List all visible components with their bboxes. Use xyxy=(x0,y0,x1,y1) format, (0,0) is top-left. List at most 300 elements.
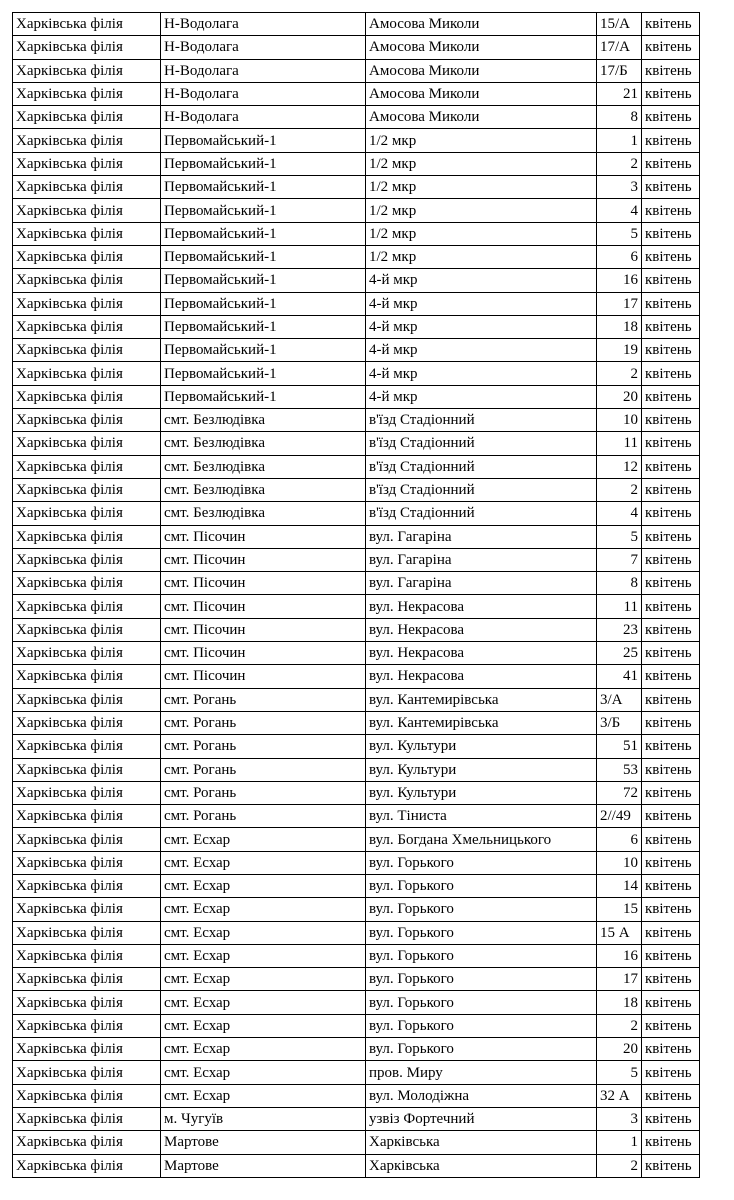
branch-cell: Харківська філія xyxy=(13,1154,161,1177)
branch-cell: Харківська філія xyxy=(13,688,161,711)
locality-cell: Первомайський-1 xyxy=(161,385,366,408)
locality-cell: смт. Рогань xyxy=(161,688,366,711)
table-row xyxy=(13,525,700,548)
street-cell: Амосова Миколи xyxy=(366,36,597,59)
address-sheet xyxy=(12,12,700,1178)
locality-cell: Н-Водолага xyxy=(161,36,366,59)
locality-cell: смт. Рогань xyxy=(161,781,366,804)
street-cell: вул. Некрасова xyxy=(366,595,597,618)
table-row xyxy=(13,176,700,199)
street-cell: в'їзд Стадіонний xyxy=(366,409,597,432)
house-number-cell: 10 xyxy=(597,409,642,432)
locality-cell: смт. Пісочин xyxy=(161,525,366,548)
branch-cell: Харківська філія xyxy=(13,478,161,501)
month-cell: квітень xyxy=(642,409,700,432)
month-cell: квітень xyxy=(642,222,700,245)
house-number-cell: 2 xyxy=(597,1154,642,1177)
house-number-cell: 5 xyxy=(597,222,642,245)
branch-cell: Харківська філія xyxy=(13,642,161,665)
house-number-cell: 6 xyxy=(597,245,642,268)
house-number-cell: 51 xyxy=(597,735,642,758)
street-cell: вул. Горького xyxy=(366,944,597,967)
branch-cell: Харківська філія xyxy=(13,1014,161,1037)
house-number-cell: 19 xyxy=(597,339,642,362)
branch-cell: Харківська філія xyxy=(13,828,161,851)
branch-cell: Харківська філія xyxy=(13,735,161,758)
house-number-cell: 17/А xyxy=(597,36,642,59)
branch-cell: Харківська філія xyxy=(13,665,161,688)
street-cell: вул. Горького xyxy=(366,898,597,921)
branch-cell: Харківська філія xyxy=(13,409,161,432)
month-cell: квітень xyxy=(642,339,700,362)
month-cell: квітень xyxy=(642,385,700,408)
locality-cell: смт. Безлюдівка xyxy=(161,478,366,501)
street-cell: 4-й мкр xyxy=(366,385,597,408)
table-row xyxy=(13,874,700,897)
month-cell: квітень xyxy=(642,129,700,152)
branch-cell: Харківська філія xyxy=(13,152,161,175)
month-cell: квітень xyxy=(642,82,700,105)
table-row xyxy=(13,944,700,967)
month-cell: квітень xyxy=(642,1131,700,1154)
street-cell: Амосова Миколи xyxy=(366,13,597,36)
locality-cell: м. Чугуїв xyxy=(161,1107,366,1130)
month-cell: квітень xyxy=(642,781,700,804)
locality-cell: смт. Рогань xyxy=(161,758,366,781)
locality-cell: смт. Пісочин xyxy=(161,665,366,688)
house-number-cell: 15/А xyxy=(597,13,642,36)
branch-cell: Харківська філія xyxy=(13,339,161,362)
table-row xyxy=(13,385,700,408)
street-cell: вул. Горького xyxy=(366,1014,597,1037)
house-number-cell: 17 xyxy=(597,968,642,991)
month-cell: квітень xyxy=(642,13,700,36)
month-cell: квітень xyxy=(642,59,700,82)
month-cell: квітень xyxy=(642,362,700,385)
table-row xyxy=(13,432,700,455)
street-cell: 4-й мкр xyxy=(366,362,597,385)
street-cell: 1/2 мкр xyxy=(366,176,597,199)
month-cell: квітень xyxy=(642,432,700,455)
branch-cell: Харківська філія xyxy=(13,968,161,991)
house-number-cell: 15 А xyxy=(597,921,642,944)
locality-cell: смт. Безлюдівка xyxy=(161,502,366,525)
branch-cell: Харківська філія xyxy=(13,1061,161,1084)
locality-cell: смт. Пісочин xyxy=(161,548,366,571)
locality-cell: Первомайський-1 xyxy=(161,176,366,199)
house-number-cell: 18 xyxy=(597,315,642,338)
table-row xyxy=(13,665,700,688)
table-row xyxy=(13,59,700,82)
month-cell: квітень xyxy=(642,1084,700,1107)
street-cell: Амосова Миколи xyxy=(366,82,597,105)
street-cell: 1/2 мкр xyxy=(366,152,597,175)
locality-cell: смт. Есхар xyxy=(161,1084,366,1107)
branch-cell: Харківська філія xyxy=(13,1107,161,1130)
table-row xyxy=(13,1107,700,1130)
locality-cell: Первомайський-1 xyxy=(161,292,366,315)
locality-cell: смт. Безлюдівка xyxy=(161,432,366,455)
street-cell: вул. Горького xyxy=(366,921,597,944)
table-row xyxy=(13,991,700,1014)
street-cell: вул. Горького xyxy=(366,991,597,1014)
locality-cell: смт. Есхар xyxy=(161,1061,366,1084)
month-cell: квітень xyxy=(642,874,700,897)
month-cell: квітень xyxy=(642,898,700,921)
branch-cell: Харківська філія xyxy=(13,199,161,222)
locality-cell: смт. Пісочин xyxy=(161,572,366,595)
locality-cell: Первомайський-1 xyxy=(161,152,366,175)
month-cell: квітень xyxy=(642,711,700,734)
branch-cell: Харківська філія xyxy=(13,595,161,618)
street-cell: Харківська xyxy=(366,1154,597,1177)
street-cell: 4-й мкр xyxy=(366,292,597,315)
street-cell: 4-й мкр xyxy=(366,339,597,362)
table-row xyxy=(13,921,700,944)
branch-cell: Харківська філія xyxy=(13,1131,161,1154)
branch-cell: Харківська філія xyxy=(13,572,161,595)
house-number-cell: 10 xyxy=(597,851,642,874)
branch-cell: Харківська філія xyxy=(13,222,161,245)
table-row xyxy=(13,362,700,385)
street-cell: в'їзд Стадіонний xyxy=(366,455,597,478)
street-cell: узвіз Фортечний xyxy=(366,1107,597,1130)
table-row xyxy=(13,199,700,222)
locality-cell: смт. Есхар xyxy=(161,828,366,851)
house-number-cell: 3 xyxy=(597,1107,642,1130)
street-cell: вул. Молодіжна xyxy=(366,1084,597,1107)
locality-cell: Н-Водолага xyxy=(161,82,366,105)
locality-cell: Первомайський-1 xyxy=(161,269,366,292)
table-row xyxy=(13,1084,700,1107)
street-cell: вул. Гагаріна xyxy=(366,525,597,548)
branch-cell: Харківська філія xyxy=(13,455,161,478)
branch-cell: Харківська філія xyxy=(13,36,161,59)
table-row xyxy=(13,642,700,665)
house-number-cell: 72 xyxy=(597,781,642,804)
branch-cell: Харківська філія xyxy=(13,944,161,967)
locality-cell: смт. Есхар xyxy=(161,1014,366,1037)
month-cell: квітень xyxy=(642,36,700,59)
house-number-cell: 3/А xyxy=(597,688,642,711)
locality-cell: смт. Безлюдівка xyxy=(161,409,366,432)
locality-cell: смт. Рогань xyxy=(161,805,366,828)
month-cell: квітень xyxy=(642,269,700,292)
house-number-cell: 18 xyxy=(597,991,642,1014)
month-cell: квітень xyxy=(642,1107,700,1130)
month-cell: квітень xyxy=(642,968,700,991)
month-cell: квітень xyxy=(642,805,700,828)
locality-cell: Первомайський-1 xyxy=(161,222,366,245)
locality-cell: смт. Есхар xyxy=(161,991,366,1014)
month-cell: квітень xyxy=(642,851,700,874)
month-cell: квітень xyxy=(642,525,700,548)
month-cell: квітень xyxy=(642,315,700,338)
house-number-cell: 53 xyxy=(597,758,642,781)
branch-cell: Харківська філія xyxy=(13,385,161,408)
street-cell: вул. Кантемирівська xyxy=(366,688,597,711)
house-number-cell: 15 xyxy=(597,898,642,921)
table-body xyxy=(13,13,700,1178)
house-number-cell: 1 xyxy=(597,129,642,152)
street-cell: пров. Миру xyxy=(366,1061,597,1084)
house-number-cell: 25 xyxy=(597,642,642,665)
house-number-cell: 2//49 xyxy=(597,805,642,828)
street-cell: в'їзд Стадіонний xyxy=(366,502,597,525)
month-cell: квітень xyxy=(642,199,700,222)
street-cell: вул. Некрасова xyxy=(366,665,597,688)
house-number-cell: 2 xyxy=(597,478,642,501)
month-cell: квітень xyxy=(642,502,700,525)
house-number-cell: 32 А xyxy=(597,1084,642,1107)
locality-cell: Первомайський-1 xyxy=(161,339,366,362)
month-cell: квітень xyxy=(642,1154,700,1177)
branch-cell: Харківська філія xyxy=(13,59,161,82)
table-row xyxy=(13,688,700,711)
branch-cell: Харківська філія xyxy=(13,1038,161,1061)
branch-cell: Харківська філія xyxy=(13,525,161,548)
locality-cell: смт. Есхар xyxy=(161,898,366,921)
branch-cell: Харківська філія xyxy=(13,618,161,641)
house-number-cell: 1 xyxy=(597,1131,642,1154)
month-cell: квітень xyxy=(642,1061,700,1084)
locality-cell: Мартове xyxy=(161,1131,366,1154)
house-number-cell: 6 xyxy=(597,828,642,851)
house-number-cell: 17 xyxy=(597,292,642,315)
locality-cell: смт. Рогань xyxy=(161,735,366,758)
street-cell: Амосова Миколи xyxy=(366,106,597,129)
street-cell: вул. Богдана Хмельницького xyxy=(366,828,597,851)
table-row xyxy=(13,455,700,478)
month-cell: квітень xyxy=(642,152,700,175)
table-row xyxy=(13,781,700,804)
locality-cell: смт. Есхар xyxy=(161,921,366,944)
house-number-cell: 20 xyxy=(597,385,642,408)
branch-cell: Харківська філія xyxy=(13,874,161,897)
month-cell: квітень xyxy=(642,455,700,478)
street-cell: 4-й мкр xyxy=(366,269,597,292)
table-row xyxy=(13,968,700,991)
branch-cell: Харківська філія xyxy=(13,921,161,944)
branch-cell: Харківська філія xyxy=(13,711,161,734)
street-cell: в'їзд Стадіонний xyxy=(366,432,597,455)
table-row xyxy=(13,36,700,59)
house-number-cell: 11 xyxy=(597,595,642,618)
house-number-cell: 21 xyxy=(597,82,642,105)
branch-cell: Харківська філія xyxy=(13,13,161,36)
street-cell: вул. Гагаріна xyxy=(366,548,597,571)
house-number-cell: 8 xyxy=(597,572,642,595)
table-row xyxy=(13,735,700,758)
month-cell: квітень xyxy=(642,1014,700,1037)
month-cell: квітень xyxy=(642,618,700,641)
table-row xyxy=(13,292,700,315)
house-number-cell: 17/Б xyxy=(597,59,642,82)
table-row xyxy=(13,828,700,851)
house-number-cell: 2 xyxy=(597,1014,642,1037)
street-cell: 1/2 мкр xyxy=(366,129,597,152)
street-cell: вул. Горького xyxy=(366,1038,597,1061)
table-row xyxy=(13,1154,700,1177)
street-cell: вул. Некрасова xyxy=(366,642,597,665)
table-row xyxy=(13,851,700,874)
table-row xyxy=(13,502,700,525)
street-cell: 1/2 мкр xyxy=(366,199,597,222)
month-cell: квітень xyxy=(642,688,700,711)
locality-cell: Первомайський-1 xyxy=(161,315,366,338)
locality-cell: Первомайський-1 xyxy=(161,245,366,268)
month-cell: квітень xyxy=(642,245,700,268)
table-row xyxy=(13,129,700,152)
table-row xyxy=(13,1131,700,1154)
month-cell: квітень xyxy=(642,548,700,571)
street-cell: вул. Некрасова xyxy=(366,618,597,641)
house-number-cell: 14 xyxy=(597,874,642,897)
branch-cell: Харківська філія xyxy=(13,245,161,268)
street-cell: вул. Культури xyxy=(366,735,597,758)
locality-cell: смт. Пісочин xyxy=(161,618,366,641)
locality-cell: Первомайський-1 xyxy=(161,199,366,222)
street-cell: в'їзд Стадіонний xyxy=(366,478,597,501)
month-cell: квітень xyxy=(642,921,700,944)
month-cell: квітень xyxy=(642,944,700,967)
table-row xyxy=(13,82,700,105)
street-cell: вул. Тіниста xyxy=(366,805,597,828)
table-row xyxy=(13,1014,700,1037)
table-row xyxy=(13,478,700,501)
branch-cell: Харківська філія xyxy=(13,269,161,292)
table-row xyxy=(13,1061,700,1084)
table-row xyxy=(13,13,700,36)
street-cell: вул. Кантемирівська xyxy=(366,711,597,734)
branch-cell: Харківська філія xyxy=(13,898,161,921)
branch-cell: Харківська філія xyxy=(13,805,161,828)
branch-cell: Харківська філія xyxy=(13,991,161,1014)
table-row xyxy=(13,758,700,781)
locality-cell: Мартове xyxy=(161,1154,366,1177)
locality-cell: Н-Водолага xyxy=(161,59,366,82)
month-cell: квітень xyxy=(642,735,700,758)
locality-cell: смт. Пісочин xyxy=(161,642,366,665)
house-number-cell: 5 xyxy=(597,1061,642,1084)
house-number-cell: 20 xyxy=(597,1038,642,1061)
locality-cell: Первомайський-1 xyxy=(161,129,366,152)
locality-cell: Н-Водолага xyxy=(161,106,366,129)
branch-cell: Харківська філія xyxy=(13,781,161,804)
branch-cell: Харківська філія xyxy=(13,502,161,525)
table-row xyxy=(13,222,700,245)
street-cell: вул. Культури xyxy=(366,781,597,804)
house-number-cell: 2 xyxy=(597,152,642,175)
table-row xyxy=(13,409,700,432)
locality-cell: смт. Пісочин xyxy=(161,595,366,618)
locality-cell: Н-Водолага xyxy=(161,13,366,36)
street-cell: вул. Культури xyxy=(366,758,597,781)
street-cell: 4-й мкр xyxy=(366,315,597,338)
table-row xyxy=(13,898,700,921)
branch-cell: Харківська філія xyxy=(13,362,161,385)
table-row xyxy=(13,152,700,175)
table-row xyxy=(13,339,700,362)
branch-cell: Харківська філія xyxy=(13,292,161,315)
month-cell: квітень xyxy=(642,106,700,129)
table-row xyxy=(13,618,700,641)
street-cell: вул. Горького xyxy=(366,968,597,991)
table-row xyxy=(13,1038,700,1061)
street-cell: 1/2 мкр xyxy=(366,222,597,245)
branch-cell: Харківська філія xyxy=(13,851,161,874)
house-number-cell: 5 xyxy=(597,525,642,548)
table-row xyxy=(13,269,700,292)
address-table xyxy=(12,12,700,1178)
branch-cell: Харківська філія xyxy=(13,432,161,455)
month-cell: квітень xyxy=(642,572,700,595)
table-row xyxy=(13,548,700,571)
month-cell: квітень xyxy=(642,1038,700,1061)
branch-cell: Харківська філія xyxy=(13,176,161,199)
street-cell: вул. Гагаріна xyxy=(366,572,597,595)
street-cell: Амосова Миколи xyxy=(366,59,597,82)
locality-cell: смт. Есхар xyxy=(161,851,366,874)
table-row xyxy=(13,245,700,268)
street-cell: вул. Горького xyxy=(366,851,597,874)
branch-cell: Харківська філія xyxy=(13,106,161,129)
table-row xyxy=(13,315,700,338)
house-number-cell: 4 xyxy=(597,502,642,525)
month-cell: квітень xyxy=(642,828,700,851)
month-cell: квітень xyxy=(642,595,700,618)
locality-cell: Первомайський-1 xyxy=(161,362,366,385)
branch-cell: Харківська філія xyxy=(13,82,161,105)
table-row xyxy=(13,572,700,595)
house-number-cell: 7 xyxy=(597,548,642,571)
house-number-cell: 41 xyxy=(597,665,642,688)
house-number-cell: 12 xyxy=(597,455,642,478)
branch-cell: Харківська філія xyxy=(13,129,161,152)
house-number-cell: 11 xyxy=(597,432,642,455)
house-number-cell: 2 xyxy=(597,362,642,385)
house-number-cell: 23 xyxy=(597,618,642,641)
house-number-cell: 16 xyxy=(597,944,642,967)
branch-cell: Харківська філія xyxy=(13,1084,161,1107)
house-number-cell: 3/Б xyxy=(597,711,642,734)
month-cell: квітень xyxy=(642,642,700,665)
month-cell: квітень xyxy=(642,176,700,199)
month-cell: квітень xyxy=(642,478,700,501)
branch-cell: Харківська філія xyxy=(13,315,161,338)
table-row xyxy=(13,106,700,129)
street-cell: Харківська xyxy=(366,1131,597,1154)
house-number-cell: 4 xyxy=(597,199,642,222)
street-cell: вул. Горького xyxy=(366,874,597,897)
month-cell: квітень xyxy=(642,665,700,688)
table-row xyxy=(13,595,700,618)
house-number-cell: 3 xyxy=(597,176,642,199)
house-number-cell: 16 xyxy=(597,269,642,292)
month-cell: квітень xyxy=(642,991,700,1014)
house-number-cell: 8 xyxy=(597,106,642,129)
locality-cell: смт. Есхар xyxy=(161,968,366,991)
locality-cell: смт. Есхар xyxy=(161,874,366,897)
locality-cell: смт. Рогань xyxy=(161,711,366,734)
branch-cell: Харківська філія xyxy=(13,758,161,781)
branch-cell: Харківська філія xyxy=(13,548,161,571)
month-cell: квітень xyxy=(642,292,700,315)
month-cell: квітень xyxy=(642,758,700,781)
locality-cell: смт. Есхар xyxy=(161,944,366,967)
street-cell: 1/2 мкр xyxy=(366,245,597,268)
locality-cell: смт. Безлюдівка xyxy=(161,455,366,478)
